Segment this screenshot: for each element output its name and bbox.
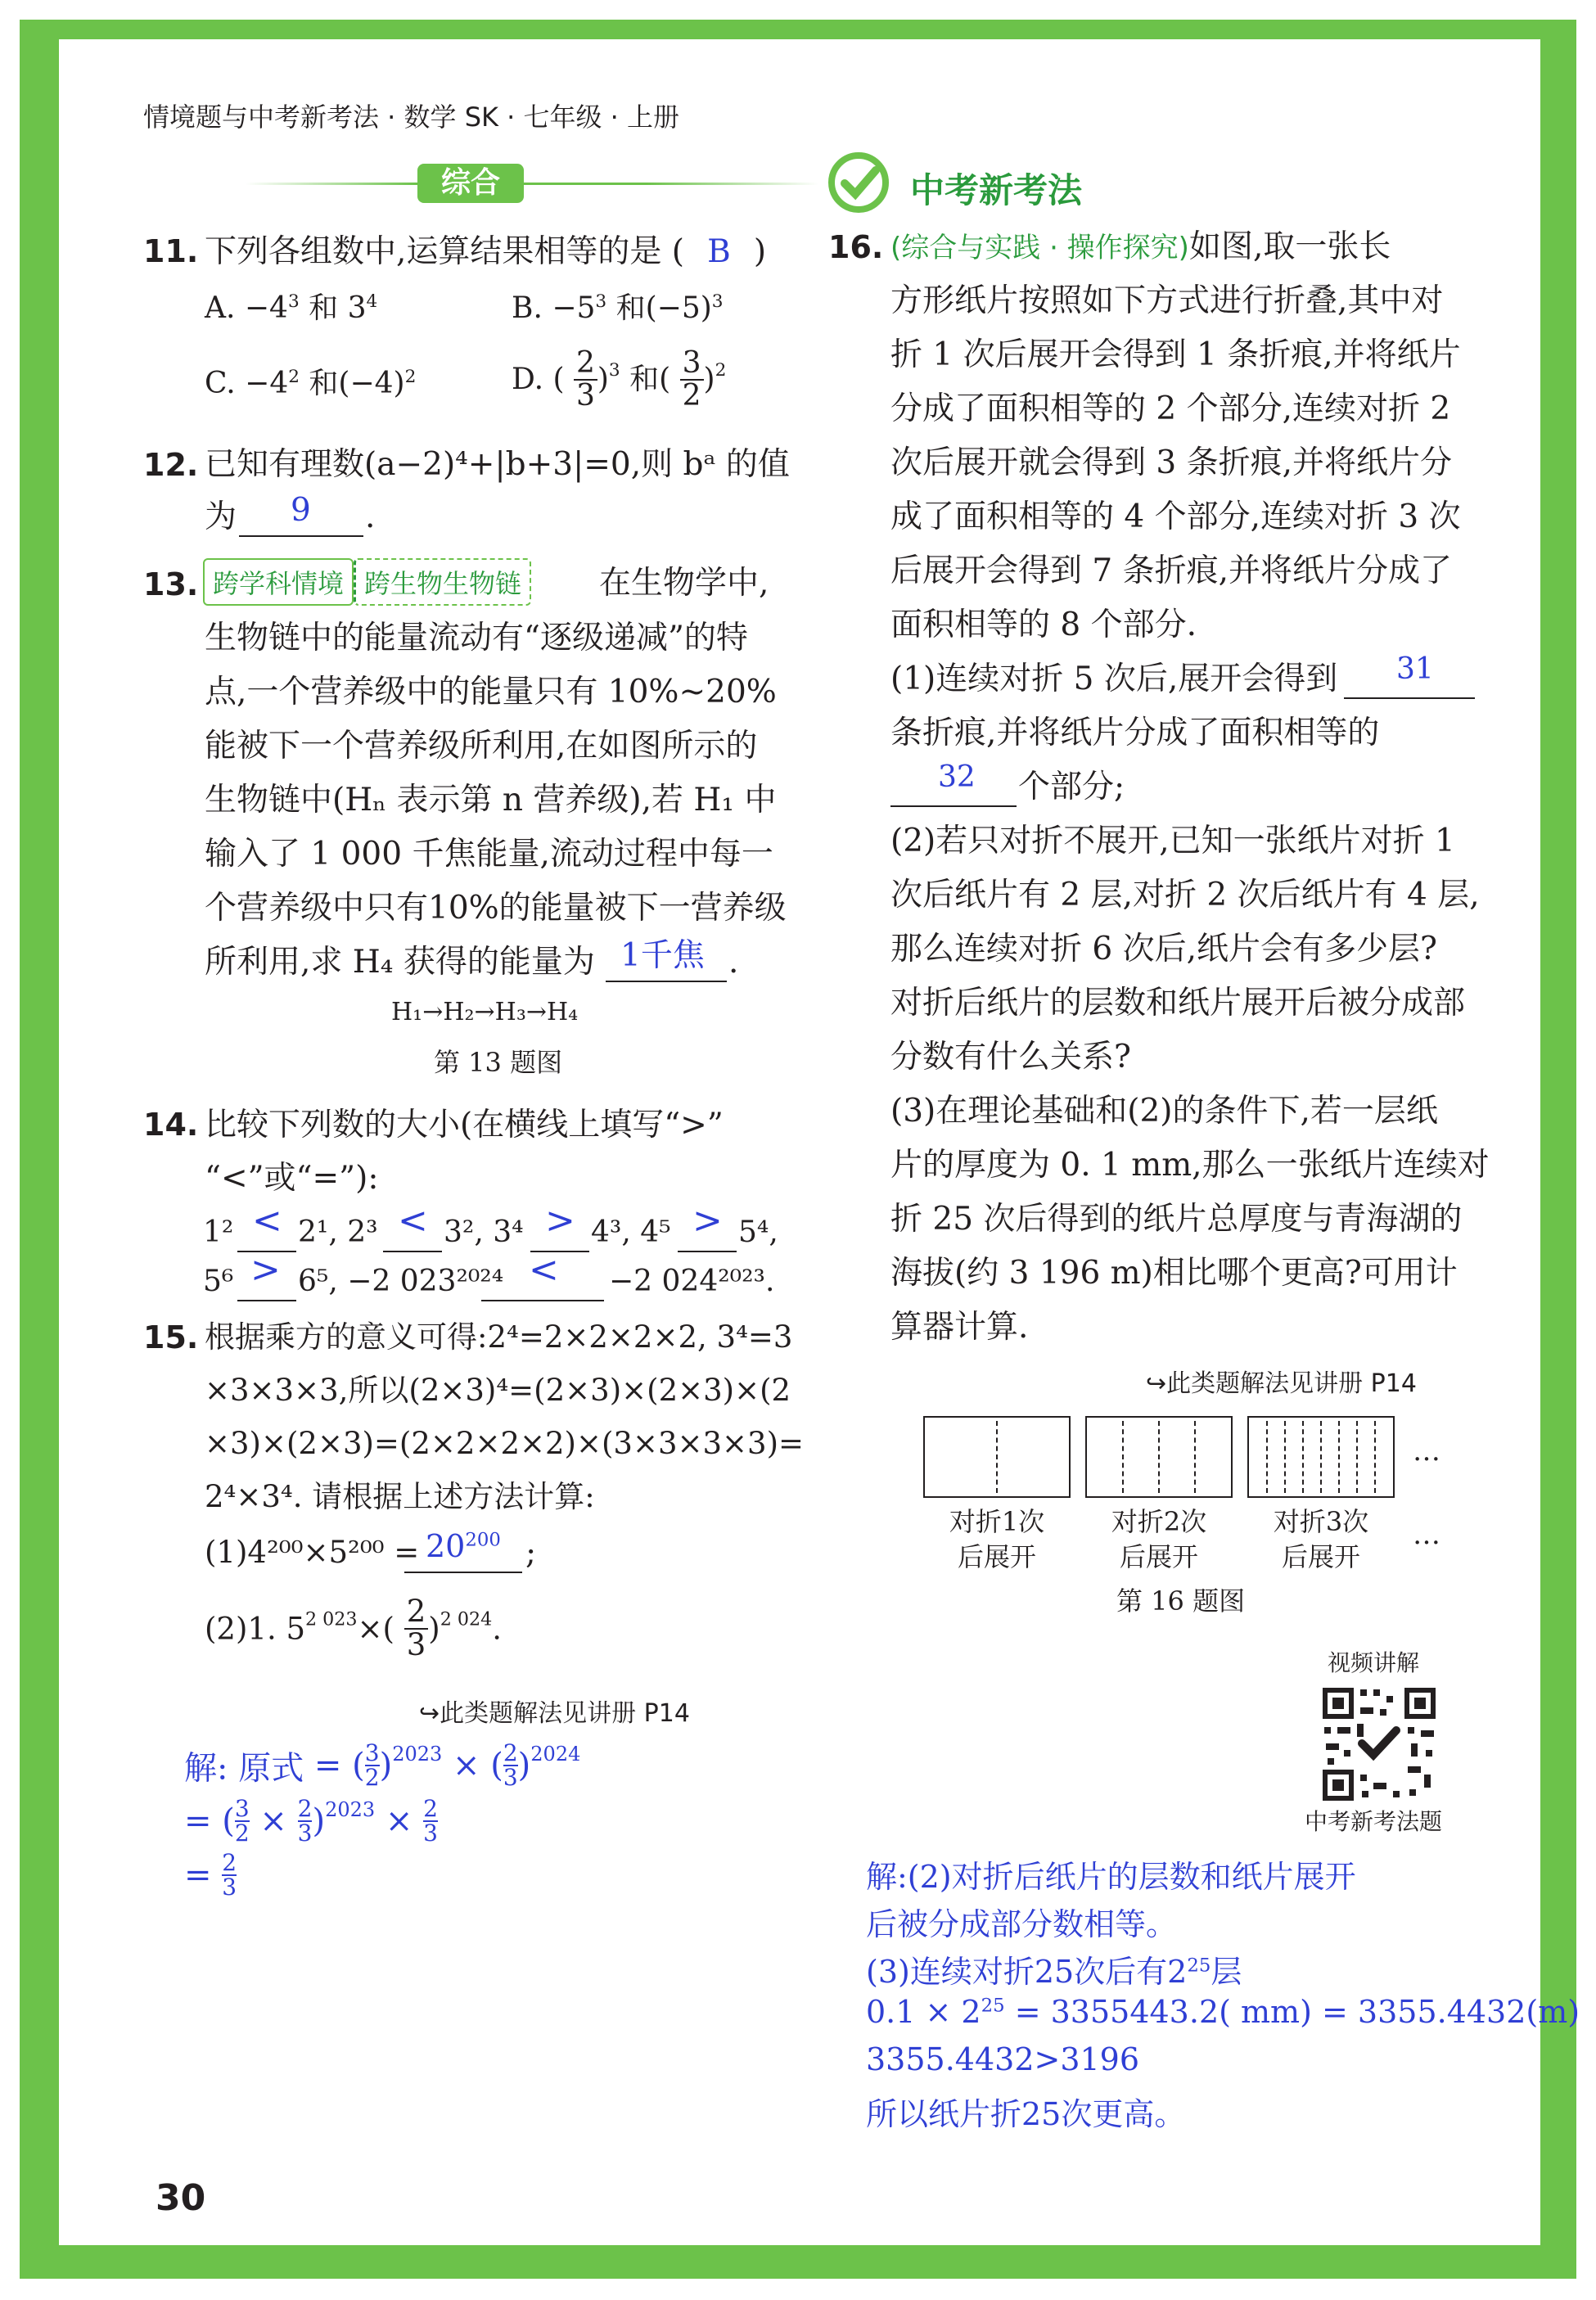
q13-blank <box>606 979 727 982</box>
q11-stem <box>205 233 767 270</box>
q15-p2-exp2: 2 024 <box>440 1608 493 1630</box>
q15-sol-times2: × <box>249 1802 298 1840</box>
q15-sol-eq2: = ( <box>184 1802 235 1840</box>
q15-sol-f5n: 2 <box>423 1795 438 1822</box>
fold-paper-1 <box>923 1416 1071 1498</box>
q15-blank <box>404 1570 522 1573</box>
q16-blank1 <box>1344 696 1475 699</box>
q16-p3-3: 折 25 次后得到的纸片总厚度与青海湖的 <box>890 1201 1463 1238</box>
q15-p2-mid: ×( <box>357 1611 394 1647</box>
q11-c-exp1: 2 <box>288 367 300 387</box>
q15-p1-answer <box>426 1528 501 1564</box>
q12-blank <box>239 534 363 537</box>
q16-p1c: 个部分; <box>1018 769 1125 805</box>
q12-number: 12. <box>143 447 199 483</box>
q14-r1c: 3², 3⁴ <box>444 1215 524 1249</box>
q11-option-d <box>512 348 726 412</box>
q14-r2a: 5⁶ <box>203 1265 234 1298</box>
q15-sol-f4n: 2 <box>297 1795 313 1822</box>
q11-option-a <box>205 293 377 323</box>
q16-p3-2: 片的厚度为 0. 1 mm,那么一张纸片连续对 <box>890 1147 1490 1184</box>
q11-d-frac1 <box>574 348 597 412</box>
q15-sol-frac5 <box>423 1797 438 1845</box>
q14-blank6 <box>481 1298 604 1301</box>
q13-l4: 能被下一个营养级所利用,在如图所示的 <box>205 728 758 764</box>
q15-p1-ans-exp: 200 <box>465 1529 501 1551</box>
q16-tag: (综合与实践 · 操作探究) <box>890 232 1189 264</box>
q16-ref: ↪此类题解法见讲册 P14 <box>1146 1369 1417 1398</box>
q15-sol-f2d: 3 <box>503 1764 518 1791</box>
fold-ellipsis-bottom: … <box>1413 1518 1440 1551</box>
fold-caption-2-top: 对折2次 <box>1111 1506 1207 1537</box>
q16-p1c-answer: 32 <box>938 760 976 794</box>
q15-sol-frac6 <box>222 1851 237 1899</box>
q11-close: ) <box>753 233 767 270</box>
fold-crease <box>1302 1421 1304 1493</box>
fold-caption-1-top: 对折1次 <box>949 1506 1045 1537</box>
q13-answer: 1千焦 <box>620 937 705 974</box>
left-section-banner <box>246 164 818 205</box>
q15-sol-times1: × ( <box>453 1747 503 1784</box>
fold-crease <box>1158 1421 1160 1493</box>
q11-answer: B <box>707 233 731 270</box>
q12-line1: 已知有理数(a−2)⁴+|b+3|=0,则 bᵃ 的值 <box>205 446 790 483</box>
section-label: 综合 <box>417 164 524 203</box>
q15-p2-den: 3 <box>406 1626 426 1662</box>
fold-caption-1 <box>923 1504 1071 1575</box>
q11-c-exp2: 2 <box>404 367 417 387</box>
q15-sol-frac1 <box>364 1739 380 1791</box>
fold-crease <box>1320 1421 1322 1493</box>
q15-sol-exp1: 2023 <box>392 1743 443 1766</box>
q13-l2: 生物链中的能量流动有“逐级递减”的特 <box>205 620 748 656</box>
q14-r1e: 5⁴, <box>738 1215 778 1249</box>
fold-crease <box>1374 1421 1376 1493</box>
q15-sol-eq3: = <box>184 1856 223 1894</box>
fold-paper-2 <box>1085 1416 1233 1498</box>
q14-blank5 <box>237 1298 296 1301</box>
q15-sol-rp3: ) <box>312 1802 326 1840</box>
q12-answer: 9 <box>291 492 311 529</box>
q14-ans6: < <box>529 1249 559 1291</box>
q11-d-mid: 和( <box>629 362 671 396</box>
q13-chain: H₁→H₂→H₃→H₄ <box>391 998 579 1026</box>
q11-a-exp2: 4 <box>366 291 378 312</box>
q16-sol3-post: 层 <box>1211 1954 1242 1990</box>
q15-sol-rp1: ) <box>379 1747 393 1784</box>
q16-number: 16. <box>828 229 884 265</box>
q14-ans1: < <box>252 1200 282 1242</box>
fold-paper-3 <box>1247 1416 1395 1498</box>
q14-number: 14. <box>143 1107 199 1143</box>
q13-l8-end: . <box>728 944 739 981</box>
q13-l1: 在生物学中, <box>599 565 769 602</box>
q16-sol4-exp: 25 <box>981 1995 1005 2017</box>
video-sub-label: 中考新考法题 <box>1305 1808 1443 1835</box>
q16-sol4-post: = 3355443.2( mm) = 3355.4432(m) <box>1004 1994 1580 2030</box>
q16-p2-1: (2)若只对折不展开,已知一张纸片对折 1 <box>890 823 1455 859</box>
fold-caption-1-bottom: 后展开 <box>957 1541 1036 1573</box>
q11-b-exp2: 3 <box>711 291 724 312</box>
q16-p3-4: 海拔(约 3 196 m)相比哪个更高?可用计 <box>890 1255 1458 1292</box>
q16-l8: 面积相等的 8 个部分. <box>890 607 1197 643</box>
page-header: 情境题与中考新考法 · 数学 SK · 七年级 · 上册 <box>143 101 680 133</box>
fold-ellipsis-top: … <box>1413 1435 1440 1468</box>
q11-b-mid: 和(−5) <box>606 291 712 325</box>
q15-solution-line2 <box>184 1797 438 1845</box>
q11-d-exp2: 2 <box>715 359 727 381</box>
banner-line <box>246 183 818 185</box>
q16-sol3 <box>866 1946 1242 1991</box>
q15-sol-label: 解: 原式 <box>184 1749 304 1788</box>
q14-blank2 <box>383 1249 442 1252</box>
q16-sol3-exp: 25 <box>1187 1955 1211 1977</box>
q14-l2: “<”或“=”): <box>205 1160 379 1197</box>
q11-b-exp1: 3 <box>595 291 607 312</box>
q11-number: 11. <box>143 233 199 269</box>
q16-sol6: 所以纸片折25次更高。 <box>866 2096 1186 2132</box>
q15-p2 <box>205 1596 502 1662</box>
q11-b-text: B. −5 <box>512 291 596 325</box>
q14-ans5: > <box>250 1249 281 1291</box>
q13-l6: 输入了 1 000 千焦能量,流动过程中每一 <box>205 836 773 873</box>
q15-sol-exp3: 2023 <box>325 1798 376 1821</box>
q15-p1: (1)4²⁰⁰×5²⁰⁰ = <box>205 1535 420 1570</box>
q15-sol-f6d: 3 <box>222 1874 237 1901</box>
q13-tag-topic: 跨生物生物链 <box>354 558 531 606</box>
q11-d-num1: 2 <box>574 348 597 381</box>
q14-ans2: < <box>398 1200 428 1242</box>
q13-l7: 个营养级中只有10%的能量被下一营养级 <box>205 890 787 927</box>
q15-sol-times3: × <box>385 1802 424 1840</box>
q15-solution-line1 <box>184 1739 581 1791</box>
q16-l2: 方形纸片按照如下方式进行折叠,其中对 <box>890 282 1444 319</box>
fold-caption-3-top: 对折3次 <box>1273 1506 1369 1537</box>
q16-blank2 <box>890 804 1017 807</box>
q11-d-exp1: 3 <box>608 359 620 381</box>
q15-l1: 根据乘方的意义可得:2⁴=2×2×2×2, 3⁴=3 <box>205 1319 793 1355</box>
q16-l6: 成了面积相等的 4 个部分,连续对折 3 次 <box>890 498 1461 535</box>
q15-sol-f4d: 3 <box>297 1820 313 1847</box>
q11-option-c <box>205 368 416 399</box>
q16-sol4 <box>866 1994 1580 2030</box>
q15-sol-f3d: 2 <box>234 1820 250 1847</box>
q11-d-den2: 2 <box>682 378 701 413</box>
q16-l3: 折 1 次后展开会得到 1 条折痕,并将纸片 <box>890 336 1461 373</box>
q16-l7: 后展开会得到 7 条折痕,并将纸片分成了 <box>890 552 1453 589</box>
q15-sol-f6n: 2 <box>222 1849 237 1876</box>
q11-d-den1: 3 <box>575 378 595 413</box>
q16-l1-text: 如图,取一张长 <box>1188 228 1391 265</box>
q15-sol-f3n: 3 <box>234 1795 250 1822</box>
q11-option-b <box>512 293 724 323</box>
q11-d-num2: 3 <box>680 348 704 381</box>
q15-sol-frac4 <box>298 1797 313 1845</box>
q14-r1d: 4³, 4⁵ <box>591 1215 671 1249</box>
q15-l4: 2⁴×3⁴. 请根据上述方法计算: <box>205 1479 595 1514</box>
fold-crease <box>1122 1421 1124 1493</box>
right-section-title: 中考新考法 <box>910 170 1083 210</box>
q15-p1-ans-base: 20 <box>426 1528 466 1564</box>
q13-tag-discipline: 跨学科情境 <box>203 558 354 606</box>
q16-p3-5: 算器计算. <box>890 1309 1029 1346</box>
fold-crease <box>1194 1421 1196 1493</box>
q16-p1a: (1)连续对折 5 次后,展开会得到 <box>890 661 1338 697</box>
q14-blank4 <box>678 1249 737 1252</box>
q16-sol1: 解:(2)对折后纸片的层数和纸片展开 <box>866 1859 1356 1895</box>
q15-sol-frac3 <box>235 1797 250 1845</box>
q14-r2b: 6⁵, −2 023²⁰²⁴ <box>298 1265 504 1298</box>
q15-p2-end: . <box>492 1611 503 1647</box>
q15-sol-f1d: 2 <box>364 1764 380 1791</box>
q16-sol4-pre: 0.1 × 2 <box>866 1994 981 2030</box>
q15-p2-num: 2 <box>404 1596 429 1630</box>
q13-l8: 所利用,求 H₄ 获得的能量为 <box>205 944 595 981</box>
video-label: 视频讲解 <box>1328 1649 1420 1676</box>
fold-crease <box>1284 1421 1286 1493</box>
q15-ref: ↪此类题解法见讲册 P14 <box>419 1699 690 1728</box>
q16-l4: 分成了面积相等的 2 个部分,连续对折 2 <box>890 390 1451 427</box>
q14-ans4: > <box>692 1200 723 1242</box>
q13-number: 13. <box>143 566 199 602</box>
q15-p2-rparen: ) <box>428 1611 440 1647</box>
q14-r1b: 2¹, 2³ <box>298 1215 378 1249</box>
q15-p2-frac <box>404 1596 429 1662</box>
q16-p2-3: 那么连续对折 6 次后,纸片会有多少层? <box>890 931 1437 967</box>
fold-crease <box>1356 1421 1358 1493</box>
fold-crease <box>1266 1421 1268 1493</box>
q16-l1 <box>890 228 1391 265</box>
q15-p2-pre: (2)1. 5 <box>205 1611 306 1647</box>
fold-crease <box>996 1421 998 1493</box>
q14-r2c: −2 024²⁰²³. <box>609 1265 775 1298</box>
q16-p2-2: 次后纸片有 2 层,对折 2 次后纸片有 4 层, <box>890 877 1480 913</box>
q11-c-mid: 和(−4) <box>299 367 405 400</box>
q14-r1a: 1² <box>203 1215 234 1249</box>
q11-a-exp1: 3 <box>287 291 300 312</box>
q15-l2: ×3×3×3,所以(2×3)⁴=(2×3)×(2×3)×(2 <box>205 1373 791 1408</box>
fold-caption-2 <box>1085 1504 1233 1575</box>
q16-sol3-pre: (3)连续对折25次后有2 <box>866 1954 1188 1990</box>
q15-sol-exp2: 2024 <box>530 1743 581 1766</box>
q11-a-text: A. −4 <box>205 291 288 325</box>
q11-c-text: C. −4 <box>205 367 289 400</box>
q16-sol2: 后被分成部分数相等。 <box>866 1906 1178 1942</box>
q16-p2-5: 分数有什么关系? <box>890 1039 1131 1076</box>
q15-p2-exp1: 2 023 <box>305 1608 358 1630</box>
q11-stem-text: 下列各组数中,运算结果相等的是 ( <box>205 233 685 270</box>
q13-tags <box>203 558 531 606</box>
q13-l5: 生物链中(Hₙ 表示第 n 营养级),若 H₁ 中 <box>205 782 777 819</box>
q15-solution-line3 <box>184 1851 237 1899</box>
q13-caption: 第 13 题图 <box>434 1047 563 1078</box>
q16-p1b: 条折痕,并将纸片分成了面积相等的 <box>890 715 1380 751</box>
q16-p1a-answer: 31 <box>1396 652 1434 686</box>
q14-l1: 比较下列数的大小(在横线上填写“>” <box>205 1107 724 1143</box>
q11-d-rparen1: ) <box>597 362 609 396</box>
q16-l5: 次后展开就会得到 3 条折痕,并将纸片分 <box>890 444 1453 481</box>
q15-sol-frac2 <box>503 1739 518 1791</box>
fold-caption-3-bottom: 后展开 <box>1281 1541 1360 1573</box>
q16-p3-1: (3)在理论基础和(2)的条件下,若一层纸 <box>890 1093 1438 1130</box>
q11-d-text: D. ( <box>512 362 565 396</box>
q12-line2-post: . <box>365 498 376 535</box>
q13-l3: 点,一个营养级中的能量只有 10%~20% <box>205 674 777 710</box>
fold-crease <box>1338 1421 1340 1493</box>
q11-d-frac2 <box>680 348 704 412</box>
fold-caption-3 <box>1247 1504 1395 1575</box>
q12-line2-pre: 为 <box>205 498 237 535</box>
q11-d-rparen2: ) <box>703 362 715 396</box>
q15-sol-f1n: 3 <box>364 1739 380 1766</box>
q16-caption: 第 16 题图 <box>1116 1585 1246 1617</box>
qr-code[interactable] <box>1319 1684 1439 1804</box>
q14-ans3: > <box>545 1200 575 1242</box>
q15-p1-end: ; <box>525 1535 537 1572</box>
q16-p2-4: 对折后纸片的层数和纸片展开后被分成部 <box>890 985 1466 1021</box>
q15-sol-eq1: = ( <box>313 1747 365 1784</box>
q15-sol-rp2: ) <box>517 1747 531 1784</box>
page-number: 30 <box>156 2177 206 2219</box>
q15-number: 15. <box>143 1319 199 1355</box>
q15-sol-f2n: 2 <box>503 1739 518 1766</box>
fold-caption-2-bottom: 后展开 <box>1119 1541 1198 1573</box>
q16-sol5: 3355.4432>3196 <box>866 2041 1140 2077</box>
q11-a-mid: 和 3 <box>299 291 367 325</box>
q15-l3: ×3)×(2×3)=(2×2×2×2)×(3×3×3×3)= <box>205 1426 805 1461</box>
check-icon <box>828 152 889 213</box>
q15-sol-f5d: 3 <box>423 1820 438 1847</box>
